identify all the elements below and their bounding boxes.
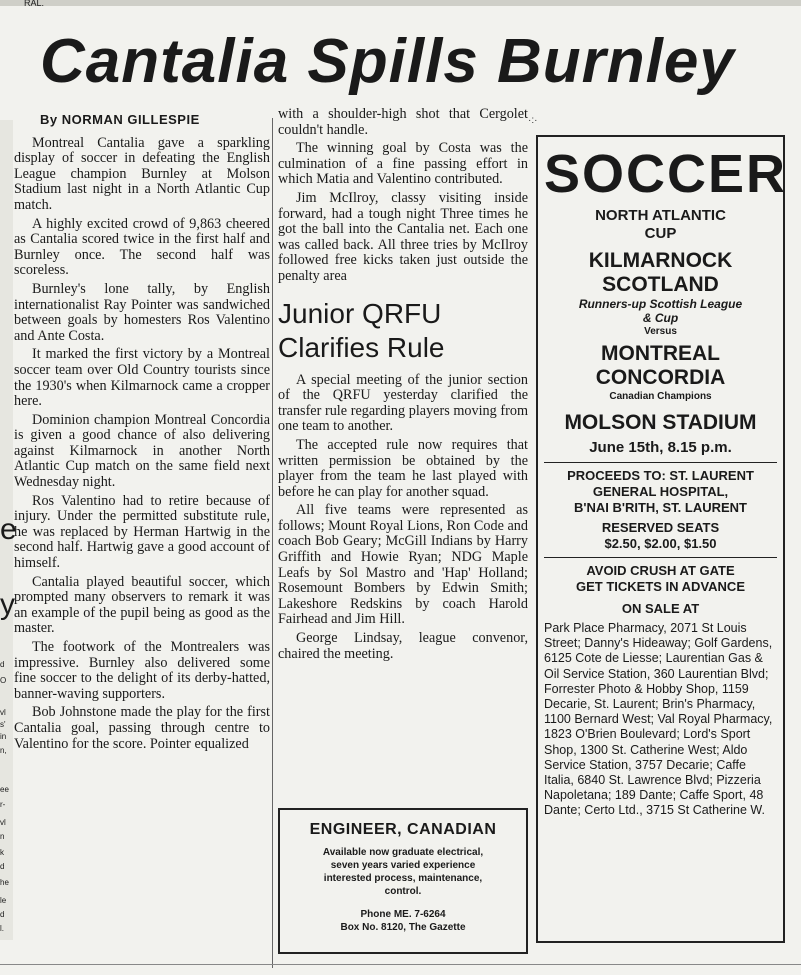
ad-proceeds: B'NAI B'RITH, ST. LAURENT bbox=[573, 500, 747, 515]
soccer-advertisement bbox=[536, 135, 788, 943]
gutter-fragment: d bbox=[0, 910, 5, 919]
ad-prices: $2.50, $2.00, $1.50 bbox=[604, 536, 717, 551]
ad-proceeds: PROCEEDS TO: ST. LAURENT bbox=[567, 468, 754, 483]
ad-team2-note: Canadian Champions bbox=[609, 391, 712, 402]
ad-versus: Versus bbox=[644, 326, 677, 337]
story-paragraph: A highly excited crowd of 9,863 cheered as Cantalia scored twice in the first half and Burnley once. The second half was scoreless. bbox=[14, 215, 270, 279]
gutter-fragment: n bbox=[0, 832, 5, 841]
story-paragraph: The accepted rule now requires that written permission be obtained by the player from the team he last played with before he can play for another squad. bbox=[278, 436, 528, 500]
story-column-1 bbox=[14, 112, 270, 755]
ad-on-sale: ON SALE AT bbox=[621, 601, 700, 616]
left-gutter bbox=[0, 120, 17, 940]
ad-date-time: June 15th, 8.15 p.m. bbox=[589, 439, 732, 456]
gutter-fragment: s' bbox=[0, 720, 6, 729]
junior-qrfu-headline bbox=[278, 297, 528, 365]
story-paragraph: A special meeting of the junior section of the QRFU yesterday clarified the transfer rule regarding players moving from one team to another. bbox=[278, 371, 528, 435]
ad-title: SOCCER bbox=[544, 144, 788, 204]
classified-body bbox=[288, 846, 518, 898]
gutter-fragment: O bbox=[0, 676, 7, 685]
gutter-fragment: vl bbox=[0, 818, 6, 827]
column-rule bbox=[272, 118, 273, 968]
story-paragraph: All five teams were represented as follows; Mount Royal Lions, Ron Code and coach Bob Geary; McGill Indians by Harry Griffith and Howie Ryan; NDG Maple Leafs by Sol Mastro and 'Hap' Holland; Rosemount Bombers by Edwin Smith; Lakeshore Redskins by coach Harold Fairhead and Jim Hill. bbox=[278, 502, 528, 628]
ad-team1: KILMARNOCK bbox=[588, 249, 733, 272]
ad-venue: MOLSON STADIUM bbox=[564, 411, 757, 434]
bottom-rule bbox=[0, 964, 801, 965]
story-paragraph: Cantalia played beautiful soccer, which prompted many observers to remark it was an example of the pupil being as good as the master. bbox=[14, 573, 270, 637]
gutter-fragment: n, bbox=[0, 746, 7, 755]
ad-team1: SCOTLAND bbox=[602, 273, 719, 296]
classified-phone: Phone ME. 7-6264 bbox=[360, 909, 446, 920]
gutter-fragment: d bbox=[0, 660, 5, 669]
ad-cup: NORTH ATLANTIC bbox=[595, 207, 726, 224]
story-paragraph: Jim McIlroy, classy visiting inside forward, had a tough night Three times he got the ball into the Cantalia net. Each one was called back. All three tries by McIlroy followed free kicks taken just outside the penalty area bbox=[278, 189, 528, 284]
gutter-fragment: vl bbox=[0, 708, 6, 717]
ad-divider bbox=[544, 462, 777, 463]
story-paragraph: Ros Valentino had to retire because of injury. Under the permitted substitute rule, he was replaced by Herman Hartwig in the second half. Hartwig gave a good account of himself. bbox=[14, 492, 270, 572]
story-paragraph: Montreal Cantalia gave a sparkling display of soccer in defeating the English League champion Burnley at Molson Stadium last night in a North Atlantic Cup match. bbox=[14, 134, 270, 213]
ad-avoid: GET TICKETS IN ADVANCE bbox=[575, 579, 745, 594]
ad-team1-note: & Cup bbox=[642, 311, 679, 325]
ad-team2: MONTREAL bbox=[601, 342, 720, 365]
headline-line: Junior QRFU bbox=[278, 297, 442, 329]
ad-vendors: Park Place Pharmacy, 2071 St Louis Street; Danny's Hideaway; Golf Gardens, 6125 Cote de Liesse; Laurentian Gas & Oil Service Station, 360 Laurentian Blvd; Forrester Photo & Hobby Shop, 1159 Decarie, St. Laurent; Brin's Pharmacy, 1100 Bernard West; Val Royal Pharmacy, 1823 O'Brien Boulevard; Lord's Sport Shop, 1300 St. Catherine West; Aldo Service Station, 3757 Decarie; Caffe Italia, 6840 St. Lawrence Blvd; Pizzeria Napoletana; 189 Dante; Caffe Sport, 48 Dante; Certo Ltd., 3715 St Catherine W. bbox=[544, 621, 773, 818]
story-paragraph: Burnley's lone tally, by English internationalist Ray Pointer was sandwiched between goals by homesters Ros Valentino and Ante Costa. bbox=[14, 280, 270, 344]
story-paragraph: The winning goal by Costa was the culmination of a fine passing effort in which Matia and Valentino contributed. bbox=[278, 140, 528, 188]
gutter-fragment: k bbox=[0, 848, 4, 857]
classified-title: ENGINEER, CANADIAN bbox=[309, 821, 497, 838]
ad-team1-note: Runners-up Scottish League bbox=[578, 297, 743, 311]
classified-line: seven years varied experience bbox=[330, 860, 476, 871]
gutter-fragment: ee bbox=[0, 785, 9, 794]
byline: By NORMAN GILLESPIE bbox=[40, 112, 200, 127]
classified-line: Available now graduate electrical, bbox=[322, 847, 484, 858]
headline-line: Clarifies Rule bbox=[278, 331, 445, 363]
ad-avoid: AVOID CRUSH AT GATE bbox=[586, 563, 735, 578]
story-column-2 bbox=[278, 107, 528, 665]
classified-line: control. bbox=[384, 886, 422, 897]
story-paragraph: Dominion champion Montreal Concordia is given a good chance of also delivering against Kilmarnock in another North Atlantic Cup match on the same field next Wednesday night. bbox=[14, 411, 270, 491]
ornament-dots: ·:· bbox=[528, 115, 538, 126]
story-paragraph: It marked the first victory by a Montreal soccer team over Old Country tourists since the 1930's when Kilmarnock came a cropper here. bbox=[14, 346, 270, 410]
gutter-fragment: r- bbox=[0, 800, 6, 809]
ad-seats-label: RESERVED SEATS bbox=[601, 520, 720, 535]
story-paragraph: Bob Johnstone made the play for the first Cantalia goal, passing through centre to Valentino for the score. Pointer equalized bbox=[14, 704, 270, 752]
gutter-fragment: e bbox=[0, 513, 17, 546]
classified-box: Box No. 8120, The Gazette bbox=[340, 922, 466, 933]
gutter-fragment: in bbox=[0, 732, 7, 741]
gutter-fragment: y bbox=[0, 588, 15, 621]
story-paragraph: The footwork of the Montrealers was impressive. Burnley also delivered some fine soccer to the delight of its derby-hatted, banner-waving supporters. bbox=[14, 639, 270, 702]
ad-cup: CUP bbox=[644, 225, 677, 242]
story-paragraph: with a shoulder-high shot that Cergolet couldn't handle. bbox=[278, 106, 528, 138]
top-strip bbox=[0, 0, 801, 6]
headline: Cantalia Spills Burnley bbox=[40, 27, 735, 96]
story-paragraph: George Lindsay, league convenor, chaired the meeting. bbox=[278, 630, 528, 662]
gutter-fragment: he bbox=[0, 878, 9, 887]
gutter-fragment: l. bbox=[0, 924, 4, 933]
ad-divider bbox=[544, 557, 777, 558]
ad-team2: CONCORDIA bbox=[595, 366, 726, 389]
gutter-fragment: le bbox=[0, 896, 7, 905]
masthead-label: RAL. bbox=[24, 0, 45, 8]
engineer-advertisement bbox=[278, 808, 528, 954]
classified-line: interested process, maintenance, bbox=[323, 873, 483, 884]
ad-proceeds: GENERAL HOSPITAL, bbox=[592, 484, 729, 499]
gutter-fragment: d bbox=[0, 862, 5, 871]
